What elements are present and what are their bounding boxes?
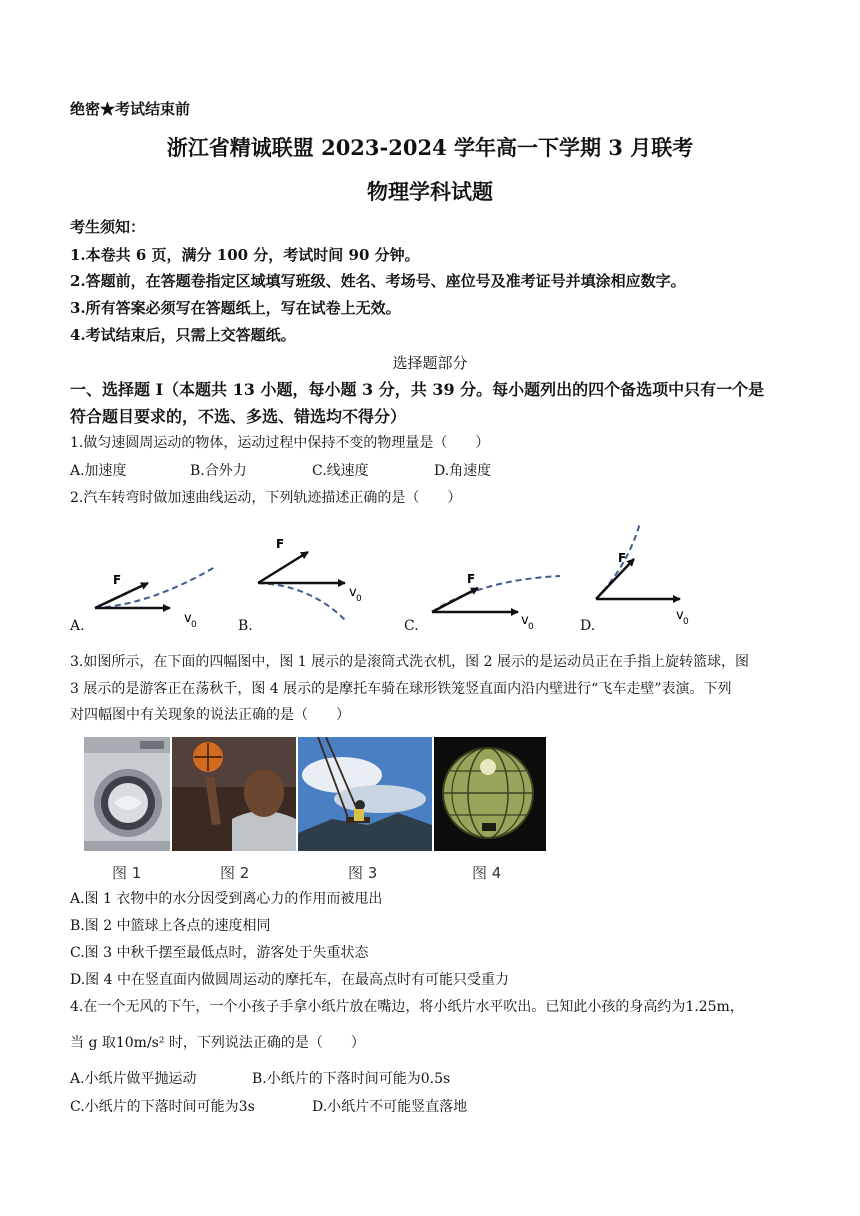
figure-4-caption: 图 4 — [472, 864, 502, 882]
q4-stem-line1: 4.在一个无风的下午，一个小孩子手拿小纸片放在嘴边，将小纸片水平吹出。已知此小孩的身高约为1.25m， — [70, 999, 744, 1015]
velocity-label: v — [521, 613, 529, 628]
velocity-label: v — [349, 585, 357, 600]
motorcycle-globe-photo — [434, 737, 546, 851]
velocity-subscript: 0 — [683, 617, 689, 627]
notice-heading: 考生须知： — [70, 218, 146, 236]
basketball-player-photo — [172, 737, 296, 851]
velocity-label: v — [184, 611, 192, 626]
force-label: F — [276, 537, 285, 551]
q2-diagram-d — [596, 523, 689, 627]
q2-option-d: D. — [580, 618, 596, 634]
part1-instruction-line2: 符合题目要求的，不选、多选、错选均不得分） — [70, 407, 407, 426]
q2-diagram-a — [95, 567, 215, 630]
q4-stem-line2: 当 g 取10m/s² 时，下列说法正确的是（ ） — [70, 1035, 365, 1051]
q2-diagram-c — [432, 572, 560, 632]
velocity-label: v — [676, 608, 684, 623]
q2-option-a: A. — [70, 618, 85, 634]
q3-option-d: D.图 4 中在竖直面内做圆周运动的摩托车，在最高点时有可能只受重力 — [70, 972, 509, 988]
q1-option-d: D.角速度 — [434, 463, 492, 479]
part1-instruction-line1: 一、选择题 I（本题共 13 小题，每小题 3 分，共 39 分。每小题列出的四个备选项中只有一个是 — [70, 380, 765, 399]
q3-option-c: C.图 3 中秋千摆至最低点时，游客处于失重状态 — [70, 945, 369, 961]
notice-item-3: 3.所有答案必须写在答题纸上，写在试卷上无效。 — [70, 299, 401, 317]
notice-item-2: 2.答题前，在答题卷指定区域填写班级、姓名、考场号、座位号及准考证号并填涂相应数字。 — [70, 272, 686, 290]
q1-option-a: A.加速度 — [70, 463, 127, 479]
figure-2-caption: 图 2 — [220, 864, 250, 882]
confidential-header: 绝密★考试结束前 — [70, 100, 191, 118]
force-arrow — [432, 588, 478, 612]
figure-1-caption: 图 1 — [112, 864, 142, 882]
velocity-subscript: 0 — [191, 620, 197, 630]
q3-stem-line2: 3 展示的是游客正在荡秋千，图 4 展示的是摩托车骑在球形铁笼竖直面内沿内壁进行“飞车走壁”表演。下列 — [70, 681, 732, 697]
exam-subtitle: 物理学科试题 — [367, 179, 493, 204]
q2-trajectory-diagrams — [0, 515, 860, 640]
force-arrow — [95, 583, 148, 608]
q2-option-c: C. — [404, 618, 419, 634]
q2-option-b: B. — [238, 618, 253, 634]
notice-item-1: 1.本卷共 6 页，满分 100 分，考试时间 90 分钟。 — [70, 246, 420, 264]
q2-stem: 2.汽车转弯时做加速曲线运动，下列轨迹描述正确的是（ ） — [70, 490, 462, 506]
exam-title: 浙江省精诚联盟 2023-2024 学年高一下学期 3 月联考 — [166, 135, 694, 160]
swing-photo — [298, 737, 432, 851]
q2-diagram-b — [258, 537, 362, 620]
q3-stem-line3: 对四幅图中有关现象的说法正确的是（ ） — [70, 707, 350, 723]
q3-option-a: A.图 1 衣物中的水分因受到离心力的作用而被甩出 — [70, 891, 383, 907]
force-arrow — [258, 552, 308, 583]
washing-machine-photo — [84, 737, 170, 851]
velocity-subscript: 0 — [528, 622, 534, 632]
trajectory-curve — [258, 583, 345, 620]
force-label: F — [113, 573, 122, 587]
q4-option-a: A.小纸片做平抛运动 — [70, 1071, 197, 1087]
q4-option-c: C.小纸片的下落时间可能为3s — [70, 1099, 255, 1115]
velocity-subscript: 0 — [356, 594, 362, 604]
trajectory-curve — [432, 576, 560, 612]
q4-option-b: B.小纸片的下落时间可能为0.5s — [252, 1071, 451, 1087]
figure-3-caption: 图 3 — [348, 864, 378, 882]
q1-option-c: C.线速度 — [312, 463, 369, 479]
q1-stem: 1.做匀速圆周运动的物体，运动过程中保持不变的物理量是（ ） — [70, 435, 490, 451]
q1-option-b: B.合外力 — [190, 463, 247, 479]
force-label: F — [618, 551, 627, 565]
section-title: 选择题部分 — [392, 354, 468, 372]
q3-option-b: B.图 2 中篮球上各点的速度相同 — [70, 918, 271, 934]
force-arrow — [596, 559, 634, 599]
notice-item-4: 4.考试结束后，只需上交答题纸。 — [70, 326, 296, 344]
force-label: F — [467, 572, 476, 586]
q3-stem-line1: 3.如图所示，在下面的四幅图中，图 1 展示的是滚筒式洗衣机，图 2 展示的是运动员正在手指上旋转篮球，图 — [70, 654, 749, 670]
q4-option-d: D.小纸片不可能竖直落地 — [312, 1099, 468, 1115]
